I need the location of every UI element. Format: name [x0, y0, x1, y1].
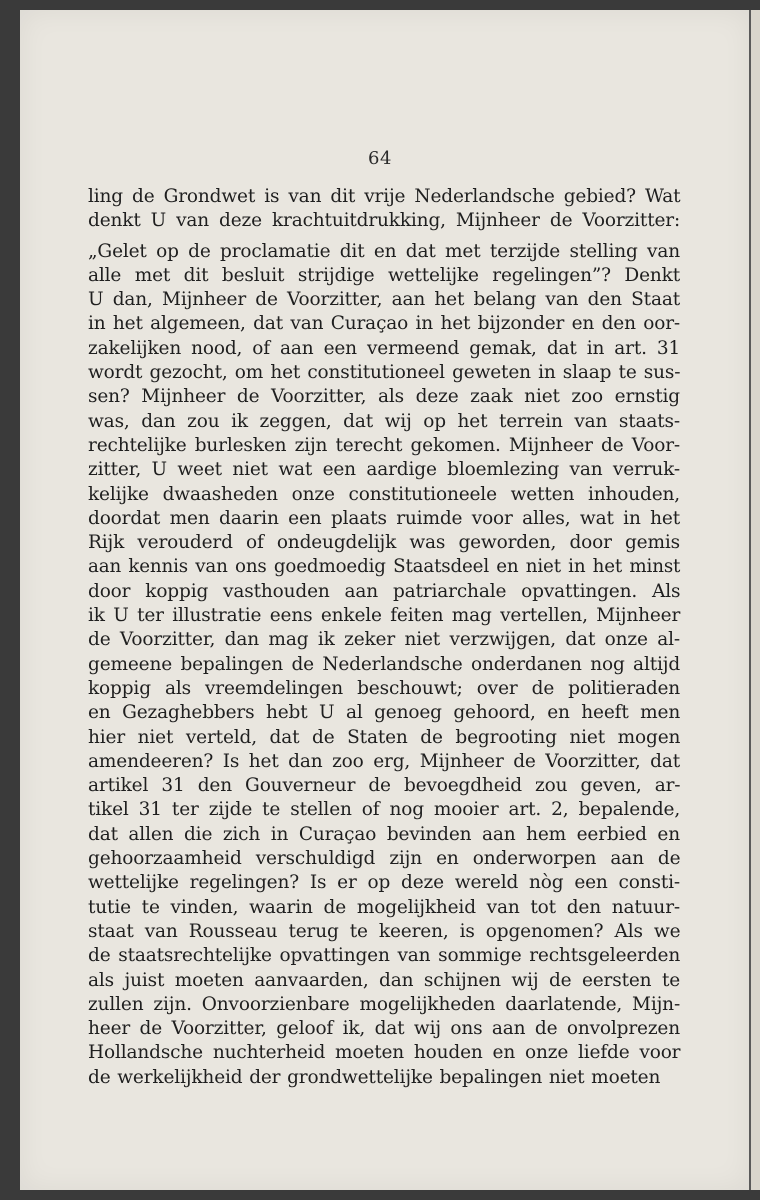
- text-line: „Gelet op de proclamatie dit en dat met terzijde stelling van: [88, 240, 680, 262]
- text-line: artikel 31 den Gouverneur de bevoegdheid zou geven, ar-: [88, 775, 681, 797]
- text-line: gemeene bepalingen de Nederlandsche onderdanen nog altijd: [88, 653, 681, 675]
- text-line: rechtelijke burlesken zijn terecht gekomen. Mijnheer de Voor-: [88, 434, 680, 456]
- text-line: wordt gezocht, om het constitutioneel geweten in slaap te sus-: [88, 362, 681, 384]
- text-line: tutie te vinden, waarin de mogelijkheid van tot den natuur-: [88, 896, 680, 918]
- text-line: ik U ter illustratie eens enkele feiten mag vertellen, Mijnheer: [88, 605, 681, 627]
- text-line: tikel 31 ter zijde te stellen of nog mooier art. 2, bepalende,: [88, 799, 681, 821]
- text-line: amendeeren? Is het dan zoo erg, Mijnheer de Voorzitter, dat: [88, 750, 680, 772]
- text-line: koppig als vreemdelingen beschouwt; over de politieraden: [88, 677, 681, 699]
- paragraph-quote: [88, 240, 680, 1090]
- body-text: [88, 185, 680, 1090]
- text-line: in het algemeen, dat van Curaçao in het bijzonder en den oor-: [88, 313, 680, 335]
- text-line: zitter, U weet niet wat een aardige bloemlezing van verruk-: [88, 459, 680, 481]
- text-line: als juist moeten aanvaarden, dan schijnen wij de eersten te: [88, 969, 681, 991]
- text-line: kelijke dwaasheden onze constitutioneele wetten inhouden,: [88, 483, 680, 505]
- text-line: staat van Rousseau terug te keeren, is opgenomen? Als we: [88, 920, 681, 942]
- text-line: de Voorzitter, dan mag ik zeker niet verzwijgen, dat onze al-: [88, 629, 680, 651]
- text-line: denkt U van deze krachtuitdrukking, Mijnheer de Voorzitter:: [88, 210, 681, 232]
- text-line: U dan, Mijnheer de Voorzitter, aan het belang van den Staat: [88, 289, 680, 311]
- page-gutter-line: [749, 10, 751, 1190]
- text-line: hier niet verteld, dat de Staten de begrooting niet mogen: [88, 726, 681, 748]
- text-line: zullen zijn. Onvoorzienbare mogelijkheden daarlatende, Mijn-: [88, 993, 681, 1015]
- text-line: sen? Mijnheer de Voorzitter, als deze zaak niet zoo ernstig: [88, 386, 680, 408]
- text-line: Hollandsche nuchterheid moeten houden en onze liefde voor: [88, 1042, 681, 1064]
- text-line: heer de Voorzitter, geloof ik, dat wij ons aan de onvolprezen: [88, 1018, 680, 1040]
- text-line: de staatsrechtelijke opvattingen van sommige rechtsgeleerden: [88, 945, 681, 967]
- text-line: zakelijken nood, of aan een vermeend gemak, dat in art. 31: [88, 337, 681, 359]
- page-number: 64: [368, 148, 392, 169]
- facing-page-edge: [750, 10, 760, 1190]
- text-line: door koppig vasthouden aan patriarchale opvattingen. Als: [88, 580, 681, 602]
- text-line: dat allen die zich in Curaçao bevinden aan hem eerbied en: [88, 823, 680, 845]
- text-line: gehoorzaamheid verschuldigd zijn en onderworpen aan de: [88, 848, 681, 870]
- text-line: de werkelijkheid der grondwettelijke bepalingen niet moeten: [88, 1066, 661, 1088]
- text-line: Rijk verouderd of ondeugdelijk was geworden, door gemis: [88, 532, 680, 554]
- text-line: en Gezaghebbers hebt U al genoeg gehoord, en heeft men: [88, 702, 681, 724]
- text-line: doordat men daarin een plaats ruimde voor alles, wat in het: [88, 507, 680, 529]
- paragraph-intro: [88, 185, 680, 234]
- text-line: ling de Grondwet is van dit vrije Nederlandsche gebied? Wat: [88, 186, 681, 207]
- text-line: wettelijke regelingen? Is er op deze wereld nòg een consti-: [88, 872, 680, 894]
- text-line: was, dan zou ik zeggen, dat wij op het terrein van staats-: [88, 410, 680, 432]
- text-line: aan kennis van ons goedmoedig Staatsdeel en niet in het minst: [88, 556, 681, 578]
- text-line: alle met dit besluit strijdige wettelijke regelingen”? Denkt: [88, 264, 680, 286]
